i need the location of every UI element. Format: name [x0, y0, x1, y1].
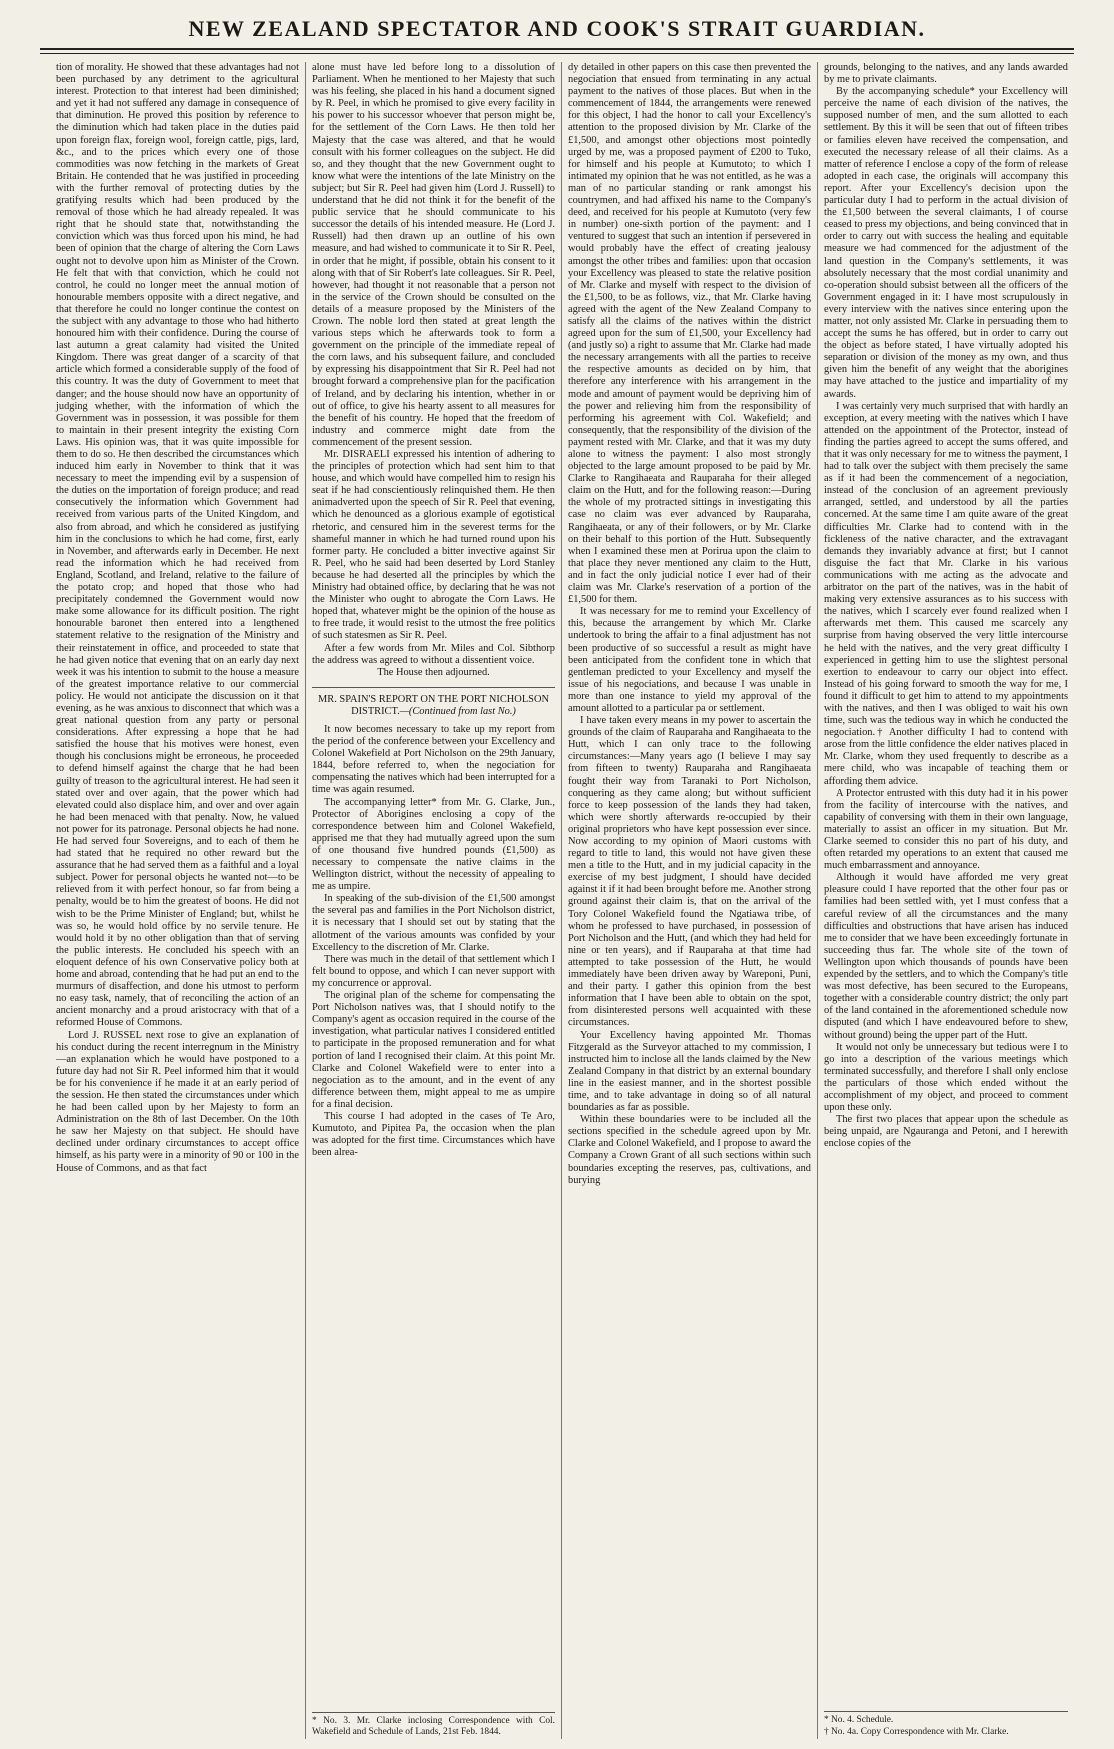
column-1-paragraph: tion of morality. He showed that these advantages had not been purchased by any detriment to the agricultural interest. Protection to that interest had been diminished; and yet it had not suffered any damage in consequence of that diminution. He proved this position by reference to the diminution which had taken place in the duties paid upon foreign flax, foreign wool, foreign cattle, pigs, lard, &c., and to the prices which every one of those commodities was now fetching in the markets of Great Britain. He contended that he was justified in proceeding with the further removal of protecting duties by the gratifying results which had been produced by the removal of those which he had already repealed. It was right that he should state that, notwithstanding the conviction which was thus forced upon his mind, he had been of opinion that the charge of altering the Corn Laws ought not to devolve upon him as Minister of the Crown. He felt that with that conviction, which he could not control, he could no longer meet the annual motion of honourable members opposite with a direct negative, and that therefore he could no longer continue the contest on the subject with any advantage to those who had hitherto honoured him with their confidence. During the course of last autumn a great calamity had visited the United Kingdom. There was great danger of a scarcity of that article which formed a considerable supply of the food of this country. It was the duty of Government to meet that danger; and the house should now have an opportunity of judging whether, with the information of which the Government was in possession, it was possible for them to maintain in their present integrity the existing Corn Laws. His opinion was, that it was quite impossible for them to do so. He then described the circumstances which induced him early in November to think that it was necessary to meet the impending evil by a suspension of the duties on the importation of foreign produce; and read consecutively the information which Government had received from various parts of the United Kingdom, and also from abroad, and which he considered as justifying him in the conclusions to which he had come, first, early in November, and afterwards early in December. He next read the information which he had received from England, Scotland, and Ireland, relative to the failure of the potato crop; and hoped that those who had precipitately condemned the Government would now make some allowance for its difficult position. The right honourable baronet then entered into a lengthened statement relative to the resignation of the Ministry and their reinstatement in office, and proceeded to state that he had given notice that evening that on an early day next week it was his intention to submit to the house a measure of the greatest importance relative to our commercial policy. He would not anticipate the discussion on it that evening, as he was anxious to disconnect that which was a great national question from any party or personal considerations. After expressing a hope that he had satisfied the house that his motives were honest, even though his conclusions might be erroneous, he proceeded to defend himself against the charge that he had been guilty of treason to the agricultural interest. He had seen it stated over and over again, that the power which had elevated could also displace him, and over and over again he had been menaced with that penalty. Now, he valued not power for its patronage. Personal objects he had none. He had served four Sovereigns, and to each of them he had stated that he required no other reward but the assurance that he had served them as a faithful and a loyal subject. Power for personal objects he wanted not—to be relieved from it with perfect honour, so far from being a penalty, would be to him the greatest of boons. He did not wish to be the Prime Minister of England; but, whilst he was so, he would hold office by no servile tenure. He would hold it by no other obligation than that of serving the public interests. He concluded his speech with an eloquent defence of his own Conservative policy both at home and abroad, contending that he had put an end to the murmurs of disaffection, and done his utmost to perform no easy task, namely, that of reconciling the action of an ancient monarchy and a proud aristocracy with that of a reformed House of Commons. [56, 62, 299, 1029]
footnote: * No. 4. Schedule. [824, 1715, 894, 1725]
column-2-paragraph: The original plan of the scheme for compensating the Port Nicholson natives was, that I should notify to the Company's agent as occasion required in the course of the investigation, what particular natives I considered entitled to participate in the proposed remuneration and for what portion of land I recognised their claim. At this point Mr. Clarke and Colonel Wakefield were to enter into a negociation as to the amount, and in the event of any difference between them, might appeal to me as umpire for a final decision. [312, 990, 555, 1110]
masthead [40, 14, 1074, 54]
column-4-paragraph: A Protector entrusted with this duty had it in his power from the facility of intercourse with the natives, and capability of conversing with them in their own language, materially to assist an officer in my situation. But Mr. Clarke seemed to consider this no part of his duty, and often retarded my operations to an extent that caused me much embarrassment and annoyance. [824, 787, 1068, 872]
columns [50, 62, 1074, 1739]
column-1 [50, 62, 306, 1739]
column-4-footnotes [824, 1711, 1068, 1739]
column-2-footnotes [312, 1712, 555, 1739]
column-3-paragraph: Within these boundaries were to be included all the sections specified in the schedule agreed upon by Mr. Clarke and Colonel Wakefield, and I propose to award the Company a Crown Grant of all such sections within such boundaries excepting the reserves, pas, cultivations, and burying [568, 1114, 811, 1186]
section-heading [312, 687, 555, 718]
column-3-paragraph: I have taken every means in my power to ascertain the grounds of the claim of Rauparaha and Rangihaeata to the Hutt, which I can only trace to the following circumstances:—Many years ago (I believe I may say from fifteen to twenty) Rauparaha and Rangihaeata fought their way from Taranaki to Port Nicholson, conquering as they came along; but without sufficient force to keep possession of the lands they had taken, which were shortly afterwards re-occupied by their original proprietors who have kept possession ever since. Now according to my opinion of Maori customs with regard to title to land, this would not have given these men a title to the Hutt, and in my judicial capacity in the exercise of my best judgment, I should have decided against it if it had been brought before me. Another strong ground against their claim is, that on the arrival of the Tory Colonel Wakefield found the Ngatiawa tribe, of whom he professed to have purchased, in possession of Port Nicholson and the Hutt, (and which they had held for nine or ten years), and if Rauparaha at that time had attempted to take possession of the Hutt, he would immediately have been driven away by Wareponi, Puni, and their party. I gather this opinion from the best information that I have been able to obtain on the spot, from disinterested persons well acquainted with these circumstances. [568, 715, 811, 1029]
column-4-paragraph: By the accompanying schedule* your Excellency will perceive the name of each division of the natives, the supposed number of men, and the sum allotted to each settlement. By this it will be seen that out of fifteen tribes or families eleven have received the compensation, and executed the necessary release of all their claims. As a matter of reference I enclose a copy of the form of release adopted in each case, the originals will accompany this report. After your Excellency's decision upon the particular duty I had to perform in the actual division of the £1,500 between the several claimants, I of course ceased to press my objections, and being convinced that in order to carry out with success the healing and equitable measure we had commenced for the adjustment of the land question in the Company's settlements, it was absolutely necessary that the most cordial unanimity and co-operation should subsist between all the officers of the Government engaged in it: I have most scrupulously in every interview with the natives since entering upon the matter, not only assisted Mr. Clarke in persuading them to accept the sums he has offered, but in order to carry out the object as before stated, I have virtually adopted his separation or division of the money as my own, and thus given him the benefit of any weight that the aborigines may have attached to the justice and impartiality of my awards. [824, 86, 1068, 400]
column-2-paragraph: This course I had adopted in the cases of Te Aro, Kumutoto, and Pipitea Pa, the occasion when the plan was adopted for the first time. Circumstances which have been alrea- [312, 1110, 555, 1159]
column-1-paragraph: Lord J. RUSSEL next rose to give an explanation of his conduct during the recent interregnum in the Ministry—an explanation which he would have postponed to a future day had not Sir R. Peel informed him that it would be for his convenience if he made it at an early period of the session. He then stated the circumstances under which he had been called upon by her Majesty to form an Administration on the 8th of last December. On the 10th he saw her Majesty on that subject. He should have declined under ordinary circumstances to accept office himself, as his party were in a minority of 90 or 100 in the House of Commons, and as that fact [56, 1029, 299, 1174]
column-2-paragraph: There was much in the detail of that settlement which I felt bound to oppose, and which I can never support with my concurrence or approval. [312, 953, 555, 989]
column-2-paragraph: In speaking of the sub-division of the £1,500 amongst the several pas and families in the Port Nicholson district, it is necessary that I should set out by stating that the allotment of the various amounts was confided by your Excellency to the discretion of Mr. Clarke. [312, 893, 555, 953]
column-2-paragraph: Mr. DISRAELI expressed his intention of adhering to the principles of protection which had sent him to that house, and which would have compelled him to resign his seat if he had conscientiously relinquished them. He then animadverted upon the speech of Sir R. Peel that evening, which he denounced as a glorious example of egotistical rhetoric, and censured him in the severest terms for the shameful manner in which he had turned round upon his former party. He concluded a bitter invective against Sir R. Peel, who he said had been deserted by Lord Stanley because he had deserted all the principles by which the Ministry had obtained office, by declaring that he was not the Minister who ought to abrogate the Corn Laws. He hoped that, whatever might be the opinion of the house as to free trade, it would resist to the utmost the free politics of such statesmen as Sir R. Peel. [312, 449, 555, 642]
column-4 [818, 62, 1074, 1739]
masthead-title: NEW ZEALAND SPECTATOR AND COOK'S STRAIT GUARDIAN. [188, 16, 926, 41]
column-3-paragraph: Your Excellency having appointed Mr. Thomas Fitzgerald as the Surveyor attached to my commission, I instructed him to inclose all the lands claimed by the New Zealand Company in that district by an external boundary line in the easiest manner, and in the shortest possible time, and to take advantage in doing so of all natural boundaries as far as possible. [568, 1029, 811, 1114]
column-2-paragraph: After a few words from Mr. Miles and Col. Sibthorp the address was agreed to without a dissentient voice. [312, 642, 555, 666]
column-3-paragraph: dy detailed in other papers on this case then prevented the negociation that ensued from terminating in any actual payment to the natives of those places. But when in the commencement of 1844, the arrangements were renewed for this object, I had the honor to call your Excellency's attention to the proposed division by Mr. Clarke of the £1,500, and amongst other objections most pointedly urged by me, was a proposed payment of £200 to Tuko, for himself and his people at Kumutoto; to which I intimated my opinion that he was not entitled, as he was a man of no particular standing or rank amongst his countrymen, and had affixed his name to the Company's deed, and received for his people at Kumutoto (very few in number) one-sixth portion of the payment: and I ventured to suggest that such an intention if persevered in would probably have the effect of creating jealousy amongst the other tribes and families: upon that occasion your Excellency was pleased to state the relative position of Mr. Clarke and myself with respect to the division of the £1,500, to be as follows, viz., that Mr. Clarke having agreed with the agent of the New Zealand Company to satisfy all the claims of the natives within the district agreed upon for the sum of £1,500, your Excellency had (and justly so) a right to assume that Mr. Clarke had made the necessary arrangements with all the parties to receive the respective amounts as decided on by him, that therefore any interference with his arrangement in the mode and amount of payment would be depriving him of the power and relieving him from the responsibility of performing his agreement with Col. Wakefield; and consequently, that the responsibility of the division of the payment rested with Mr. Clarke, and that it was my duty alone to witness the payment: I also most strongly objected to the large amount proposed to be paid by Mr. Clarke to Rangihaeata and Rauparaha for their alleged claim on the Hutt, and for the following reason:—During the whole of my protracted sittings in investigating this case no claim was ever advanced by Rauparaha, Rangihaeata, or any of their followers, or by Mr. Clarke on their behalf to this portion of the Hutt. Subsequently when I examined these men at Porirua upon the claim to that place they never mentioned any claim to the Hutt, and in fact the only judicial notice I ever had of their claim was Mr. Clarke's reservation of a portion of the £1,500 for them. [568, 62, 811, 606]
footnote: † No. 4a. Copy Correspondence with Mr. Clarke. [824, 1727, 1009, 1737]
column-4-paragraph: It would not only be unnecessary but tedious were I to go into a description of the various meetings which terminated successfully, and therefore I shall only enclose the particulars of those which ended without the accomplishment of my object, and proceed to comment upon these only. [824, 1041, 1068, 1114]
column-3-paragraph: It was necessary for me to remind your Excellency of this, because the arrangement by which Mr. Clarke undertook to bring the affair to a final adjustment has not been productive of so successful a result as might have been anticipated from the confident tone in which that gentleman predicted to your Excellency and myself the issue of his negociations, and because I was unable in more than one instance to yield my approval of the amount allotted to a particular pa or settlement. [568, 606, 811, 714]
column-3 [562, 62, 818, 1739]
column-2-paragraph: The House then adjourned. [377, 666, 490, 678]
footnote: * No. 3. Mr. Clarke inclosing Correspondence with Col. Wakefield and Schedule of Lands, 21st Feb. 1844. [312, 1716, 555, 1737]
column-2-paragraph: The accompanying letter* from Mr. G. Clarke, Jun., Protector of Aborigines enclosing a copy of the correspondence between him and Colonel Wakefield, apprised me that they had mutually agreed upon the sum of one thousand five hundred pounds (£1,500) as necessary to compensate the native claims in the Wellington district, without the necessity of appealing to me as umpire. [312, 796, 555, 893]
column-4-paragraph: Although it would have afforded me very great pleasure could I have reported that the other four pas or families had been settled with, yet I must confess that a careful review of all the circumstances and the many difficulties and obstructions that have arisen has induced me to consider that we have been exceedingly fortunate in succeeding thus far. The whole site of the town of Wellington upon which thousands of pounds have been expended by the settlers, and to which the Company's title was most defective, has been secured to the Europeans, together with a considerable country district; the only part of the land contained in the aforementioned schedule now disputed (and which I have endeavoured before to shew, without ground) being the upper part of the Hutt. [824, 872, 1068, 1041]
column-2 [306, 62, 562, 1739]
masthead-rule [40, 48, 1074, 54]
column-2-paragraph: alone must have led before long to a dissolution of Parliament. When he mentioned to her Majesty that such was his feeling, she placed in his hand a document signed by R. Peel, in which he promised to give every facility in his power to his successor whoever that person might be, for the settlement of the Corn Laws. He then told her Majesty that the case was altered, and that he would consult with his former colleagues on the subject. He did so, and they thought that the new Government ought to know what were the intentions of the late Ministry on the subject; but Sir R. Peel had given him (Lord J. Russell) to understand that he did not think it for the benefit of the public service that he should communicate to his successor the details of his intended measure. He (Lord J. Russell) had then drawn up an outline of his own measure, and had wished to communicate it to Sir R. Peel, in order that he might, if possible, obtain his consent to it along with that of Sir Robert's late colleagues. Sir R. Peel, however, had thought it not reasonable that a person not in the service of the Crown should be consulted on the details of a measure proposed by the Ministers of the Crown. The noble lord then stated at great length the various steps which he afterwards took to form a government on the principle of the immediate repeal of the corn laws, and his subsequent failure, and concluded by expressing his disappointment that Sir R. Peel had not brought forward a comprehensive plan for the pacification of Ireland, and by declaring his intention, whether in or out of office, to give his hearty assent to all measures for the benefit of his country. He hoped that the freedom of industry and commerce might date from the commencement of the present session. [312, 62, 555, 448]
section-heading-title: MR. SPAIN'S REPORT ON THE PORT NICHOLSON DISTRICT. [318, 693, 549, 717]
column-2-paragraph: It now becomes necessary to take up my report from the period of the conference between your Excellency and Colonel Wakefield at Port Nicholson on the 29th January, 1844, before referred to, when the negociation for compensating the natives which had been interrupted for a time was again resumed. [312, 723, 555, 796]
column-4-paragraph: I was certainly very much surprised that with hardly an exception, at every meeting with the natives which I have attended on the appointment of the Protector, instead of finding the parties agreed to accept the sums offered, and that it was only necessary for me to witness the payment, I had to talk over the subject with them precisely the same as if it had been the commencement of a negociation, instead of the conclusion of an agreement previously arranged, settled, and understood by all the parties concerned. At the same time I am quite aware of the great difficulties Mr. Clarke had to contend with in the fickleness of the native character, and the extravagant demands they invariably advance at first; but I cannot disguise the fact that Mr. Clarke in his various communications with me acting as the advocate and arbitrator on the part of the natives, was in the habit of making very extensive assurances as to his success with the natives, which I scarcely ever found realized when I afterwards met them. This caused me scarcely any surprise from having observed the very little intercourse he held with the natives, and the very great difficulty I experienced in getting him to use the slightest personal exertion to endeavour to carry our object into effect. Instead of his going forward to smooth the way for me, I found it difficult to get him to attend to my appointments with the natives, and then I was obliged to wait his own time, such was the tedious way in which he conducted the negociation.† Another difficulty I had to contend with arose from the little confidence the elder natives placed in Mr. Clarke, whom they used frequently to describe as a mere child, who was incapable of teaching them or affording them advice. [824, 400, 1068, 787]
section-heading-subtitle: —(Continued from last No.) [399, 705, 516, 717]
column-4-paragraph: grounds, belonging to the natives, and any lands awarded by me to private claimants. [824, 62, 1068, 86]
column-4-paragraph: The first two places that appear upon the schedule as being unpaid, are Ngauranga and Petoni, and I herewith enclose copies of the [824, 1114, 1068, 1150]
